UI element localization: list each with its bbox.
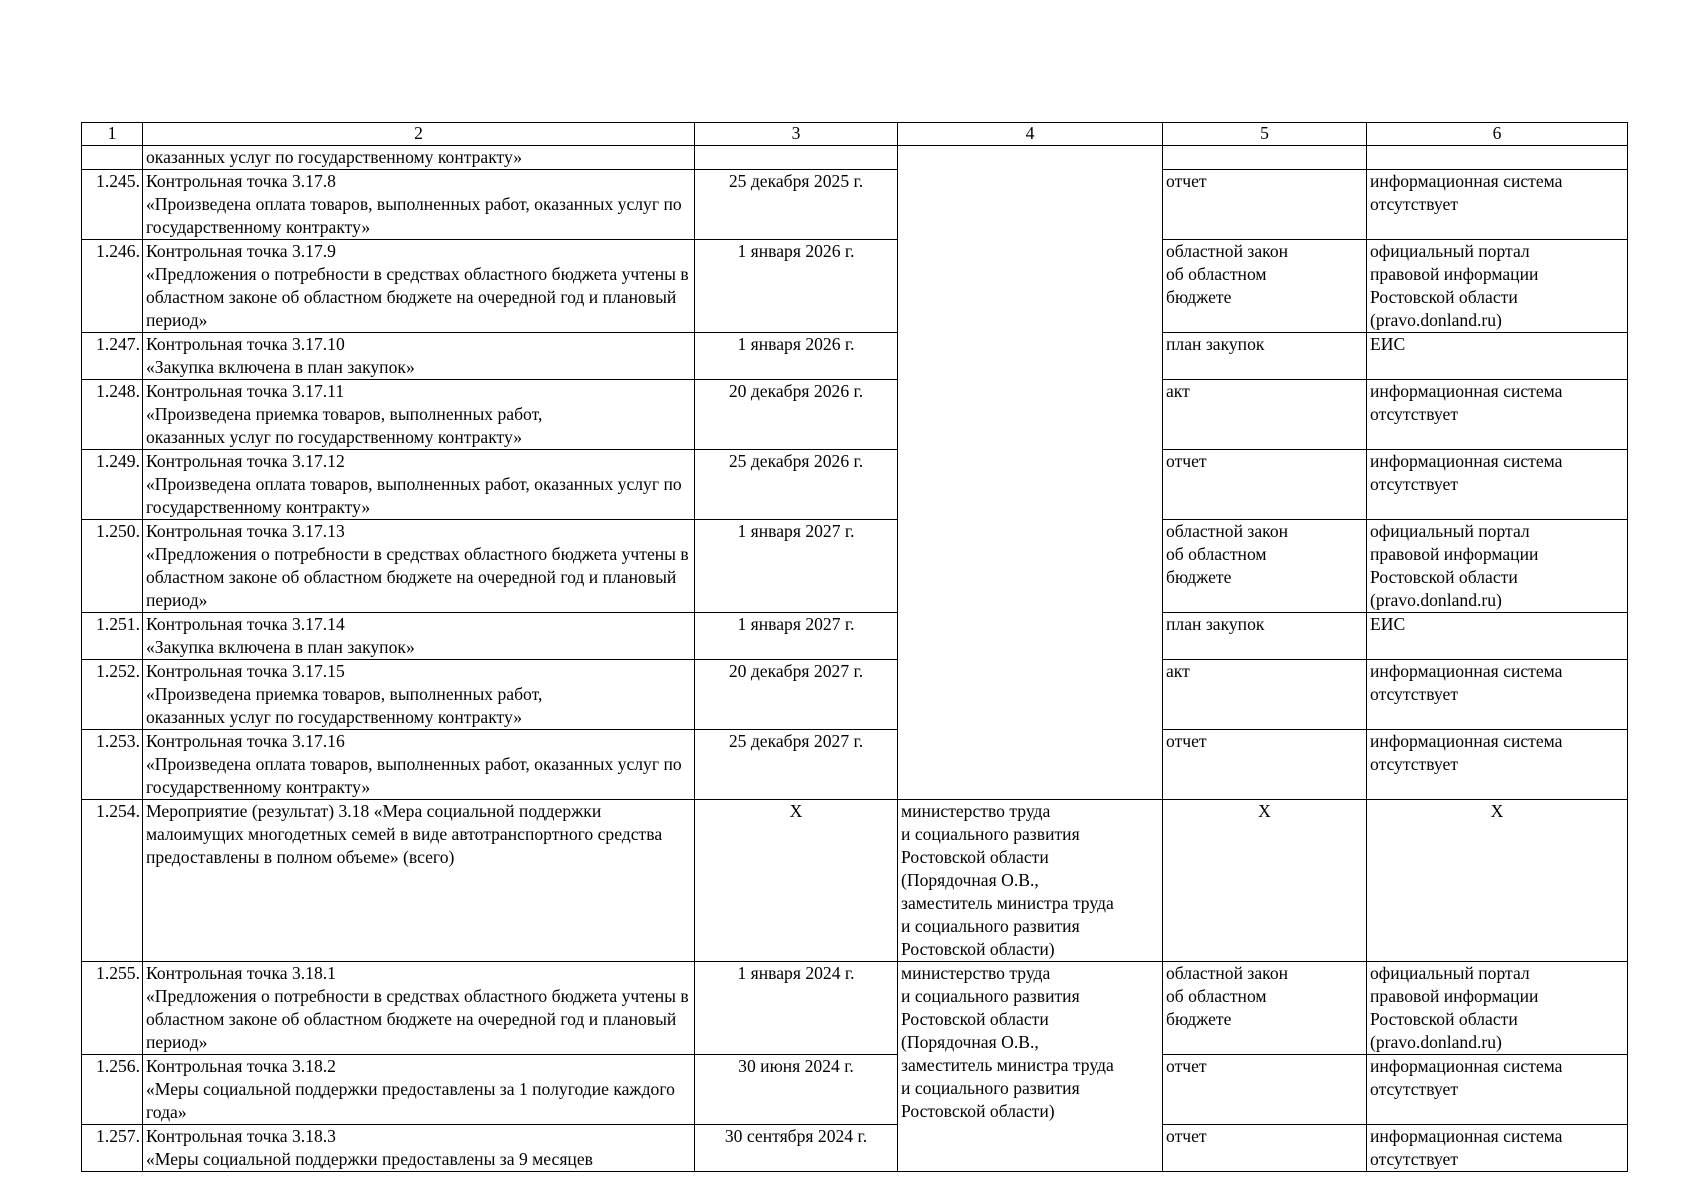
row-document-x: X (1163, 800, 1367, 962)
row-number: 1.248. (82, 380, 143, 450)
row-document: областной закон об областном бюджете (1163, 240, 1367, 333)
table-row (82, 170, 1628, 240)
row-name: Контрольная точка 3.17.12 «Произведена оплата товаров, выполненных работ, оказанных услуг по государственному контракту» (143, 450, 695, 520)
row-source: информационная система отсутствует (1367, 1055, 1628, 1125)
row-responsible: министерство труда и социального развития Ростовской области (Порядочная О.В., заместитель министра труда и социального развития Ростовской области) (898, 800, 1163, 962)
row-document: отчет (1163, 450, 1367, 520)
row-document: отчет (1163, 1125, 1367, 1172)
row-date: 25 декабря 2027 г. (695, 730, 898, 800)
row-source: информационная система отсутствует (1367, 170, 1628, 240)
row-date-x: X (695, 800, 898, 962)
row-date: 20 декабря 2026 г. (695, 380, 898, 450)
row-date (695, 146, 898, 170)
header-row (82, 123, 1628, 146)
table-row (82, 660, 1628, 730)
row-number: 1.246. (82, 240, 143, 333)
row-date: 1 января 2026 г. (695, 240, 898, 333)
row-responsible: министерство труда и социального развития Ростовской области (Порядочная О.В., заместитель министра труда и социального развития Ростовской области) (898, 962, 1163, 1172)
row-name: Контрольная точка 3.17.13 «Предложения о потребности в средствах областного бюджета учтены в областном законе об областном бюджете на очередной год и плановый период» (143, 520, 695, 613)
table-row (82, 380, 1628, 450)
row-name: Контрольная точка 3.17.15 «Произведена приемка товаров, выполненных работ, оказанных услуг по государственному контракту» (143, 660, 695, 730)
table-row (82, 800, 1628, 962)
row-document: план закупок (1163, 613, 1367, 660)
row-date: 1 января 2026 г. (695, 333, 898, 380)
row-source: официальный портал правовой информации Ростовской области (pravo.donland.ru) (1367, 962, 1628, 1055)
header-col-5: 5 (1163, 123, 1367, 146)
table-row (82, 613, 1628, 660)
row-document: отчет (1163, 1055, 1367, 1125)
row-number: 1.247. (82, 333, 143, 380)
row-document: акт (1163, 660, 1367, 730)
row-number: 1.254. (82, 800, 143, 962)
row-source: информационная система отсутствует (1367, 730, 1628, 800)
table-row (82, 333, 1628, 380)
row-date: 1 января 2027 г. (695, 613, 898, 660)
row-responsible (898, 146, 1163, 800)
row-name: оказанных услуг по государственному контракту» (143, 146, 695, 170)
row-document: план закупок (1163, 333, 1367, 380)
row-source: официальный портал правовой информации Ростовской области (pravo.donland.ru) (1367, 520, 1628, 613)
row-name: Контрольная точка 3.17.10 «Закупка включена в план закупок» (143, 333, 695, 380)
row-date: 30 июня 2024 г. (695, 1055, 898, 1125)
row-source: информационная система отсутствует (1367, 380, 1628, 450)
table-row (82, 450, 1628, 520)
row-date: 25 декабря 2025 г. (695, 170, 898, 240)
row-name: Контрольная точка 3.17.11 «Произведена приемка товаров, выполненных работ, оказанных услуг по государственному контракту» (143, 380, 695, 450)
row-number: 1.245. (82, 170, 143, 240)
row-source: официальный портал правовой информации Ростовской области (pravo.donland.ru) (1367, 240, 1628, 333)
row-name: Контрольная точка 3.18.1 «Предложения о потребности в средствах областного бюджета учтены в областном законе об областном бюджете на очередной год и плановый период» (143, 962, 695, 1055)
row-name: Контрольная точка 3.17.14 «Закупка включена в план закупок» (143, 613, 695, 660)
table-row (82, 1125, 1628, 1172)
row-document: областной закон об областном бюджете (1163, 962, 1367, 1055)
table-row (82, 1055, 1628, 1125)
row-document (1163, 146, 1367, 170)
row-date: 30 сентября 2024 г. (695, 1125, 898, 1172)
row-date: 1 января 2024 г. (695, 962, 898, 1055)
row-number: 1.253. (82, 730, 143, 800)
row-name: Контрольная точка 3.17.16 «Произведена оплата товаров, выполненных работ, оказанных услуг по государственному контракту» (143, 730, 695, 800)
header-col-6: 6 (1367, 123, 1628, 146)
row-name: Мероприятие (результат) 3.18 «Мера социальной поддержки малоимущих многодетных семей в виде автотранспортного средства предоставлены в полном объеме» (всего) (143, 800, 695, 962)
row-number: 1.249. (82, 450, 143, 520)
row-date: 20 декабря 2027 г. (695, 660, 898, 730)
header-col-1: 1 (82, 123, 143, 146)
table-row (82, 240, 1628, 333)
row-source: информационная система отсутствует (1367, 1125, 1628, 1172)
plan-table (81, 122, 1628, 1172)
row-number (82, 146, 143, 170)
row-source (1367, 146, 1628, 170)
row-number: 1.251. (82, 613, 143, 660)
row-source-x: X (1367, 800, 1628, 962)
table-row (82, 520, 1628, 613)
row-source: ЕИС (1367, 613, 1628, 660)
header-col-2: 2 (143, 123, 695, 146)
row-number: 1.255. (82, 962, 143, 1055)
header-col-4: 4 (898, 123, 1163, 146)
row-name: Контрольная точка 3.17.9 «Предложения о потребности в средствах областного бюджета учтены в областном законе об областном бюджете на очередной год и плановый период» (143, 240, 695, 333)
row-number: 1.250. (82, 520, 143, 613)
row-document: областной закон об областном бюджете (1163, 520, 1367, 613)
row-source: информационная система отсутствует (1367, 660, 1628, 730)
table-row (82, 146, 1628, 170)
row-name: Контрольная точка 3.17.8 «Произведена оплата товаров, выполненных работ, оказанных услуг по государственному контракту» (143, 170, 695, 240)
table-row (82, 730, 1628, 800)
row-document: отчет (1163, 730, 1367, 800)
row-source: ЕИС (1367, 333, 1628, 380)
row-date: 25 декабря 2026 г. (695, 450, 898, 520)
row-name: Контрольная точка 3.18.2 «Меры социальной поддержки предоставлены за 1 полугодие каждого года» (143, 1055, 695, 1125)
row-document: отчет (1163, 170, 1367, 240)
table-row (82, 962, 1628, 1055)
row-name: Контрольная точка 3.18.3 «Меры социальной поддержки предоставлены за 9 месяцев (143, 1125, 695, 1172)
row-date: 1 января 2027 г. (695, 520, 898, 613)
row-document: акт (1163, 380, 1367, 450)
row-source: информационная система отсутствует (1367, 450, 1628, 520)
row-number: 1.257. (82, 1125, 143, 1172)
header-col-3: 3 (695, 123, 898, 146)
row-number: 1.256. (82, 1055, 143, 1125)
row-number: 1.252. (82, 660, 143, 730)
